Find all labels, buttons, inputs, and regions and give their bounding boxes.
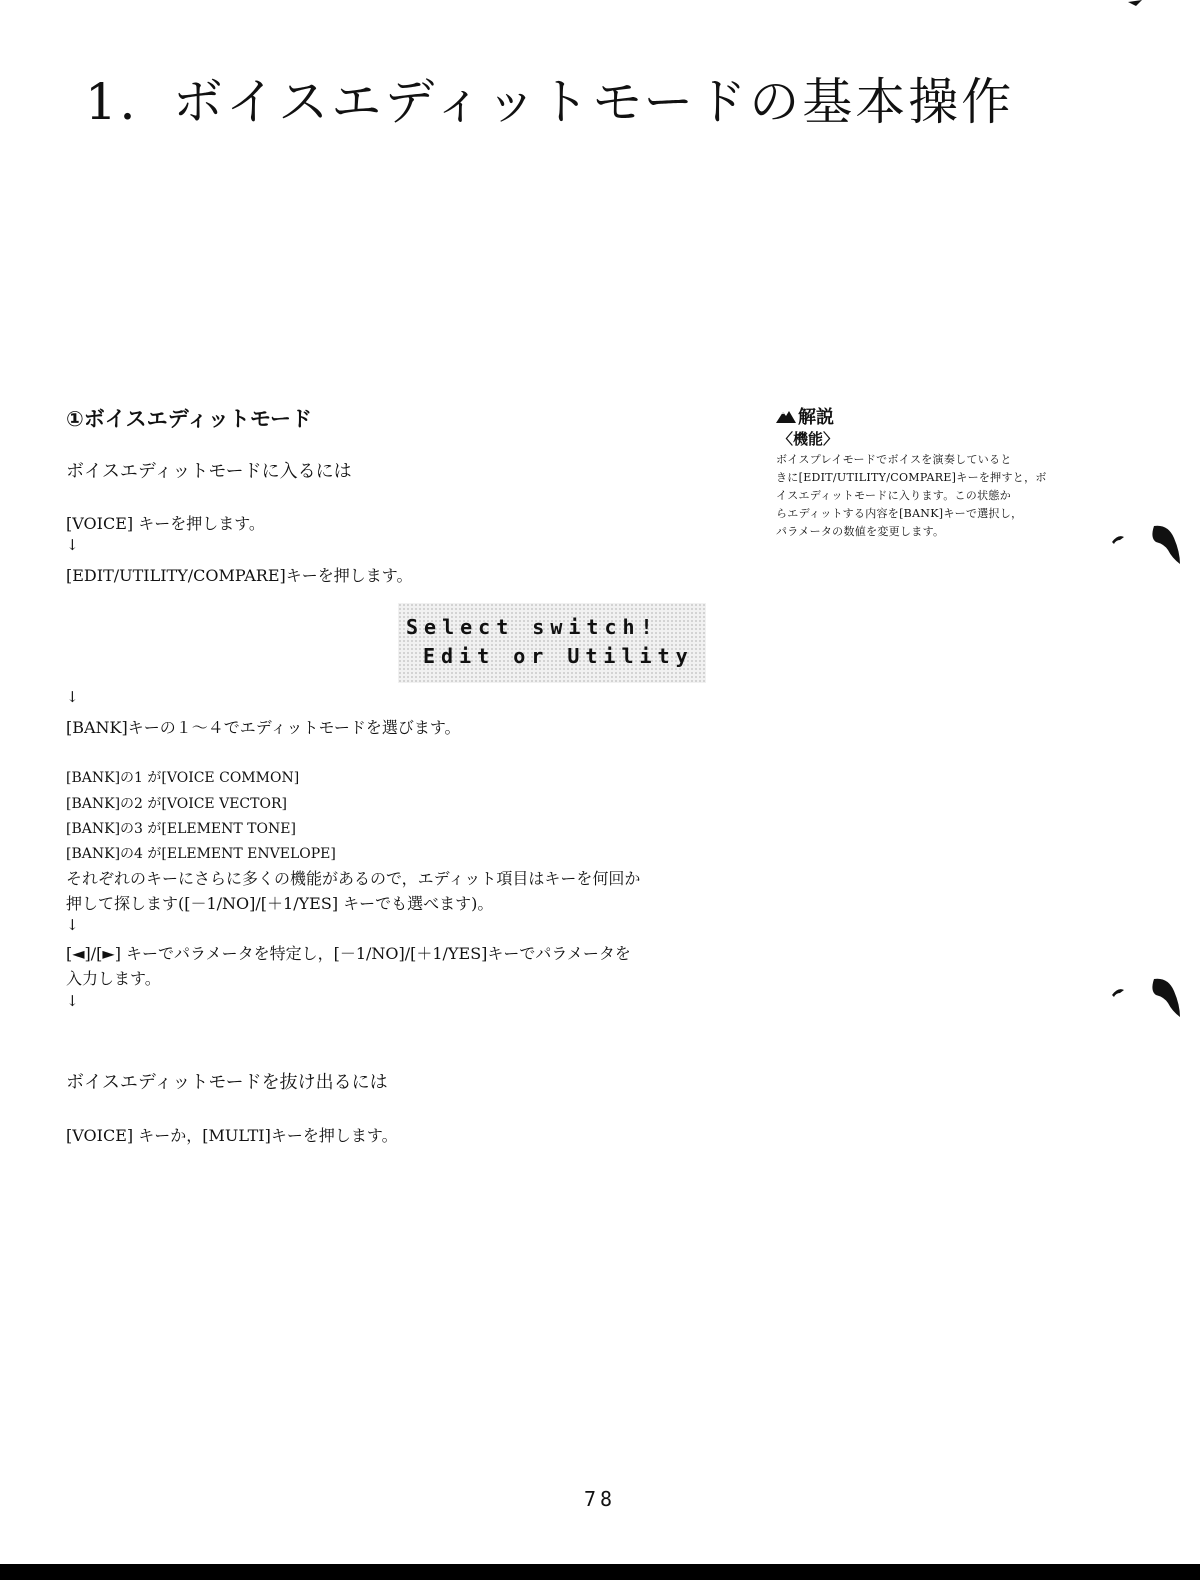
section-heading: ①ボイスエディットモード — [66, 407, 313, 431]
sidebar-line: パラメータの数値を変更します。 — [776, 525, 945, 538]
page-number: 78 — [583, 1487, 617, 1511]
step-set-parameter-2: 入力します。 — [66, 969, 161, 988]
chapter-title: 1．ボイスエディットモードの基本操作 — [85, 73, 1015, 131]
note-line-2: 押して探します([－1/NO]/[＋1/YES] キーでも選べます)。 — [66, 894, 494, 913]
sidebar-subheading: 〈機能〉 — [778, 430, 839, 448]
sidebar-note — [776, 405, 1096, 541]
bank-list-item: [BANK]の4 が[ELEMENT ENVELOPE] — [66, 846, 336, 862]
step-exit: [VOICE] キーか，[MULTI]キーを押します。 — [66, 1126, 398, 1145]
sidebar-body — [776, 451, 1096, 541]
flow-arrow-2: ↓ — [66, 688, 79, 706]
bank-list-item: [BANK]の2 が[VOICE VECTOR] — [66, 796, 287, 812]
bank-list-item: [BANK]の3 が[ELEMENT TONE] — [66, 821, 296, 837]
scan-artifact — [1110, 522, 1190, 567]
sidebar-line: ボイスプレイモードでボイスを演奏していると — [776, 453, 1012, 466]
bottom-rule — [0, 1564, 1200, 1580]
enter-mode-heading: ボイスエディットモードに入るには — [66, 461, 352, 482]
lcd-display — [398, 603, 706, 683]
flow-arrow-4: ↓ — [66, 992, 79, 1010]
note-line-1: それぞれのキーにさらに多くの機能があるので，エディット項目はキーを何回か — [66, 869, 641, 888]
lcd-line-1: Select switch! — [406, 615, 659, 639]
sidebar-heading-text: 解説 — [798, 407, 834, 428]
lcd-line-2: Edit or Utility — [423, 644, 694, 668]
flow-arrow-1: ↓ — [66, 536, 79, 554]
scan-artifact — [1110, 975, 1190, 1020]
bank-list-item: [BANK]の1 が[VOICE COMMON] — [66, 770, 300, 786]
step-select-bank: [BANK]キーの１～４でエディットモードを選びます。 — [66, 718, 461, 737]
exit-mode-heading: ボイスエディットモードを抜け出るには — [66, 1072, 388, 1093]
scan-artifact — [1128, 0, 1148, 8]
sidebar-heading — [776, 405, 1096, 427]
step-set-parameter-1: [◄]/[►] キーでパラメータを特定し，[－1/NO]/[＋1/YES]キーでパラメータを — [66, 944, 631, 963]
sidebar-line: らエディットする内容を[BANK]キーで選択し， — [776, 507, 1023, 520]
mountain-icon — [776, 408, 796, 424]
step-press-voice: [VOICE] キーを押します。 — [66, 514, 265, 533]
sidebar-line: きに[EDIT/UTILITY/COMPARE]キーを押すと，ボ — [776, 471, 1047, 484]
step-press-edit: [EDIT/UTILITY/COMPARE]キーを押します。 — [66, 566, 413, 585]
flow-arrow-3: ↓ — [66, 916, 79, 934]
sidebar-line: イスエディットモードに入ります。この状態か — [776, 489, 1011, 502]
